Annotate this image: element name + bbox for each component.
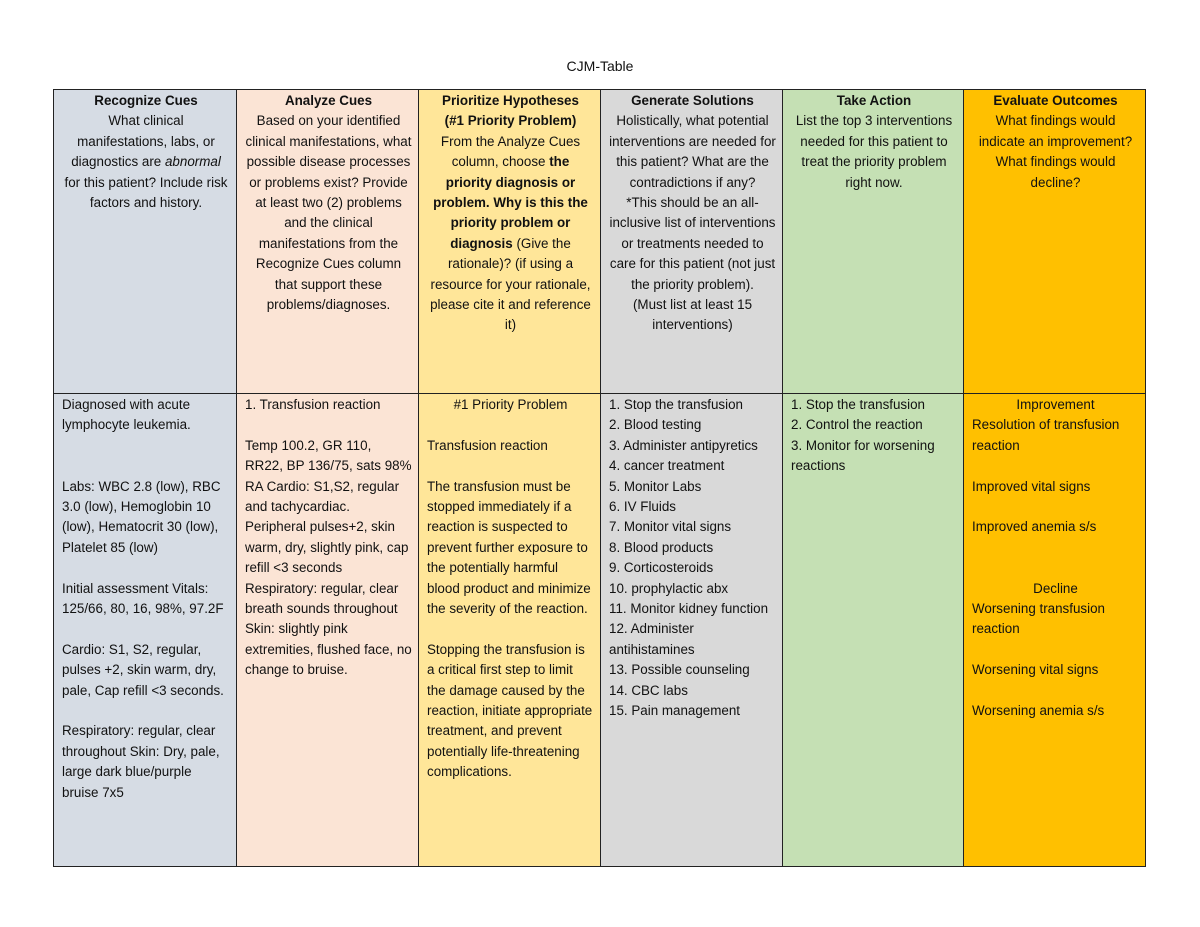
header-subtitle: (#1 Priority Problem) [444,113,577,129]
cell-line: Cardio: S1, S2, regular, pulses +2, skin warm, dry, pale, Cap refill <3 seconds. [62,641,224,698]
header-text [64,113,227,210]
spacer [972,558,1139,578]
header-text: List the top 3 interventions needed for this patient to treat the priority problem right now. [795,113,953,190]
intervention-item: 3. Administer antipyretics [609,437,758,453]
analyze-cues-cell [237,394,419,867]
recognize-cues-cell [54,394,237,867]
prioritize-hypotheses-cell [419,394,601,867]
outcome-item: Worsening anemia s/s [972,703,1105,718]
intervention-item: 1. Stop the transfusion [609,397,743,412]
header-take-action [783,90,964,394]
cell-line: Labs: WBC 2.8 (low), RBC 3.0 (low), Hemoglobin 10 (low), Hematocrit 30 (low), Platelet 85 (low) [62,478,221,555]
priority-problem: Transfusion reaction [427,437,548,453]
action-item: 3. Monitor for worsening reactions [791,437,935,474]
intervention-item: 9. Corticosteroids [609,560,714,576]
header-analyze-cues [237,90,419,394]
header-row [54,90,1146,394]
cell-line: Initial assessment Vitals: 125/66, 80, 16, 98%, 97.2F [62,580,224,617]
cell-line [62,701,230,721]
cell-line [62,558,230,578]
intervention-item: 11. Monitor kidney function [609,601,769,617]
header-text: *This should be an all-inclusive list of interventions or treatments needed to care for this patient (not just the priority problem). [609,195,776,292]
outcome-item: Improved vital signs [972,478,1091,494]
header-evaluate-outcomes [964,90,1146,394]
action-item: 1. Stop the transfusion [791,397,925,412]
improvement-heading: Improvement [1016,397,1095,412]
cell-line [62,456,230,476]
intervention-item: 12. Administer antihistamines [609,621,695,657]
spacer [972,640,1139,660]
outcome-item: Worsening vital signs [972,662,1099,678]
header-title: Evaluate Outcomes [993,93,1118,108]
intervention-item: 13. Possible counseling [609,662,750,678]
decline-heading: Decline [1033,580,1078,596]
outcome-item: Worsening transfusion reaction [972,601,1105,637]
cell-line: Temp 100.2, GR 110, RR22, BP 136/75, sats 98% RA Cardio: S1,S2, regular and tachycardiac. Peripheral pulses+2, skin warm, dry, slightly pink, cap refill <3 seconds [245,437,412,576]
header-recognize-cues [54,90,237,394]
header-title: Recognize Cues [94,93,198,108]
take-action-cell [783,394,964,867]
header-generate-solutions [601,90,783,394]
header-text: (Must list at least 15 interventions) [632,297,753,333]
generate-solutions-cell [601,394,783,867]
spacer [427,456,594,476]
cell-line: 1. Transfusion reaction [245,397,381,412]
intervention-item: 7. Monitor vital signs [609,519,732,535]
header-text: What findings would decline? [995,154,1116,190]
intervention-item: 4. cancer treatment [609,458,725,474]
header-title: Prioritize Hypotheses [442,93,579,108]
cjm-table [53,89,1146,867]
intervention-item: 8. Blood products [609,539,714,555]
header-text-part: From the Analyze Cues column, choose [440,133,581,170]
header-text-part: for this patient? Include risk factors and history. [64,174,228,211]
intervention-item: 10. prophylactic abx [609,580,729,596]
priority-rationale: The transfusion must be stopped immediately if a reaction is suspected to prevent further exposure to the potentially harmful blood product and minimize the severity of the reaction. [427,478,591,617]
priority-rationale: Stopping the transfusion is a critical first step to limit the damage caused by the reaction, initiate appropriate treatment, and prevent potentially life-threatening complications. [427,641,593,780]
cell-line: Respiratory: regular, clear throughout Skin: Dry, pale, large dark blue/purple bruise 7x5 [62,723,220,800]
evaluate-outcomes-cell [964,394,1146,867]
header-text-part: What clinical manifestations, labs, or diagnostics are [71,113,215,170]
cell-line: Diagnosed with acute lymphocyte leukemia. [62,397,191,433]
cell-line [245,415,412,435]
intervention-item: 5. Monitor Labs [609,478,702,494]
header-title: Take Action [836,93,912,108]
intervention-item: 15. Pain management [609,703,741,719]
spacer [972,681,1139,701]
priority-heading: #1 Priority Problem [453,397,568,412]
cell-line [62,436,230,456]
outcome-item: Resolution of transfusion reaction [972,417,1120,453]
spacer [427,619,594,639]
intervention-item: 2. Blood testing [609,417,702,433]
spacer [972,538,1139,558]
header-text: Based on your identified clinical manifestations, what possible disease processes or problems exist? Provide at least two (2) problems and the clinical manifestations from the Recognize Cues column that support these problems/diagnoses. [245,113,412,313]
header-text-italic: abnormal [164,154,221,170]
header-text-part: (Give the rationale)? (if using a resource for your rationale, please cite it and reference it) [430,235,591,333]
header-text-bold: the priority diagnosis or problem. Why is this the priority problem or diagnosis [433,154,588,251]
cell-line: Skin: slightly pink extremities, flushed face, no change to bruise. [245,621,412,678]
header-text: What findings would indicate an improvement? [978,113,1133,149]
header-title: Generate Solutions [631,93,754,108]
page-title: CJM-Table [566,58,634,74]
content-row [54,394,1146,867]
action-item: 2. Control the reaction [791,417,923,433]
header-text [430,134,591,333]
spacer [972,497,1139,517]
spacer [427,415,594,435]
header-text: Holistically, what potential interventions are needed for this patient? What are the contradictions if any? [609,113,776,190]
intervention-item: 14. CBC labs [609,682,688,698]
spacer [972,456,1139,476]
outcome-item: Improved anemia s/s [972,519,1097,535]
cell-line [62,619,230,639]
intervention-item: 6. IV Fluids [609,499,676,515]
header-prioritize-hypotheses [419,90,601,394]
header-title: Analyze Cues [284,93,373,108]
cell-line: Respiratory: regular, clear breath sounds throughout [245,580,399,617]
